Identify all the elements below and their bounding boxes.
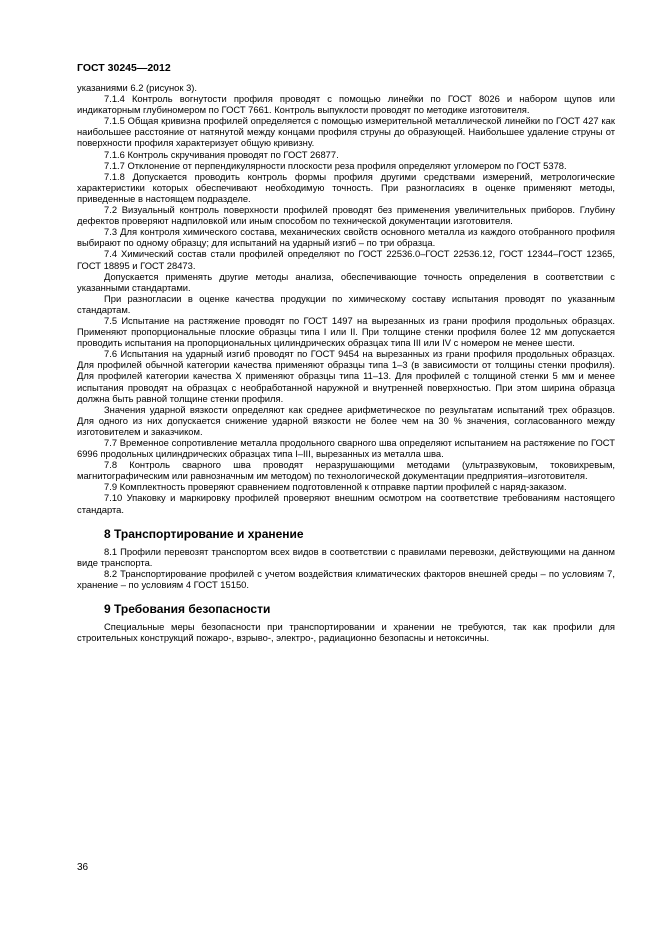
paragraph: 7.1.5 Общая кривизна профилей определяется с помощью измерительной металлической линейки по ГОСТ 427 как наибольшее расстояние от натянутой между концами профиля струны до образующей. Наибольшее удаление струны от поверхности профиля характеризует общую кривизну.	[77, 115, 615, 149]
paragraph: 7.8 Контроль сварного шва проводят неразрушающими методами (ультразвуковым, токовихревым, магнитографическим или равнозначным им методом) по технологической документации предприятия–изготовителя.	[77, 459, 615, 482]
paragraph: 8.2 Транспортирование профилей с учетом воздействия климатических факторов внешней среды – по условиям 7, хранение – по условиям 4 ГОСТ 15150.	[77, 567, 615, 591]
paragraph: 7.2 Визуальный контроль поверхности профилей проводят без применения увеличительных приборов. Глубину дефектов проверяют надпиловкой или иным способом по технической документации изготовителя.	[77, 204, 615, 227]
section-9-title: 9 Требования безопасности	[104, 602, 271, 617]
document-header: ГОСТ 30245—2012	[77, 62, 171, 74]
paragraph: Значения ударной вязкости определяют как среднее арифметическое по результатам испытаний трех образцов. Для одного из них допускается снижение ударной вязкости не более чем на 30 % значения, согласованного между изготовителем и заказчиком.	[77, 403, 615, 437]
paragraph: 7.7 Временное сопротивление металла продольного сварного шва определяют испытанием на растяжение по ГОСТ 6996 продольных цилиндрических образцах типа I–III, вырезанных из металла шва.	[77, 437, 615, 460]
document-body	[77, 82, 615, 643]
paragraph: 7.6 Испытания на ударный изгиб проводят по ГОСТ 9454 на вырезанных из грани профиля продольных образцах. Для профилей обычной категории качества применяют образцы типа 1–3 (в зависимости от толщины стенки профиля). Для профилей категории качества Х применяют образцы типа 11–13. Для профилей с толщиной стенки 5 мм и менее испытания проводят на образцах с необработанной наружной и внутренней поверхностью. При этом ширина образца должна быть равной толщине стенки профиля.	[77, 348, 615, 404]
paragraph: 7.1.8 Допускается проводить контроль формы профиля другими средствами измерений, метрологические характеристики которых обеспечивают необходимую точность. При разногласиях в оценке применяют методы, приведенные в настоящем подразделе.	[77, 170, 615, 204]
page-number: 36	[77, 862, 89, 873]
paragraph: Специальные меры безопасности при транспортировании и хранении не требуются, так как профили для строительных конструкций пожаро-, взрыво-, электро-, радиационно безопасны и нетоксичны.	[77, 621, 615, 644]
paragraph: Допускается применять другие методы анализа, обеспечивающие точность определения в соответствии с указанными стандартами.	[77, 270, 615, 293]
paragraph: 7.1.6 Контроль скручивания проводят по ГОСТ 26877.	[104, 148, 339, 160]
section-7-paragraphs	[77, 82, 615, 515]
paragraph: При разногласии в оценке качества продукции по химическому составу испытания проводят по указанным стандартам.	[77, 292, 615, 315]
paragraph: 7.1.7 Отклонение от перпендикулярности плоскости реза профиля определяют угломером по ГОСТ 5378.	[104, 159, 567, 171]
document-page	[77, 62, 615, 643]
paragraph: 8.1 Профили перевозят транспортом всех видов в соответствии с правилами перевозки, действующими на данном виде транспорта.	[77, 545, 615, 568]
paragraph: 7.4 Химический состав стали профилей определяют по ГОСТ 22536.0–ГОСТ 22536.12, ГОСТ 12344–ГОСТ 12365, ГОСТ 18895 и ГОСТ 28473.	[77, 248, 615, 271]
paragraph: 7.1.4 Контроль вогнутости профиля проводят с помощью линейки по ГОСТ 8026 и набором щупов или индикаторным глубиномером по ГОСТ 7661. Контроль выпуклости проводят по методике изготовителя.	[77, 93, 615, 116]
paragraph: 7.9 Комплектность проверяют сравнением подготовленной к отправке партии профилей с наряд-заказом.	[104, 481, 567, 493]
paragraph: указаниями 6.2 (рисунок 3).	[77, 82, 198, 93]
section-8-title: 8 Транспортирование и хранение	[104, 526, 304, 541]
paragraph: 7.5 Испытание на растяжение проводят по ГОСТ 1497 на вырезанных из грани профиля продольных образцах. Применяют пропорциональные плоские образцы типа I или II. При толщине стенки профиля более 12 мм допускается проводить испытания на пропорциональных цилиндрических образцах типа III или IV с номером не менее шести.	[77, 314, 615, 349]
section-8-paragraphs	[77, 546, 615, 590]
paragraph: 7.10 Упаковку и маркировку профилей проверяют внешним осмотром на соответствие требованиям настоящего стандарта.	[77, 492, 615, 515]
paragraph: 7.3 Для контроля химического состава, механических свойств основного металла из каждого отобранного профиля выбирают по одному образцу; для испытаний на ударный изгиб – по три образца.	[77, 226, 615, 249]
section-9-paragraphs	[77, 621, 615, 643]
